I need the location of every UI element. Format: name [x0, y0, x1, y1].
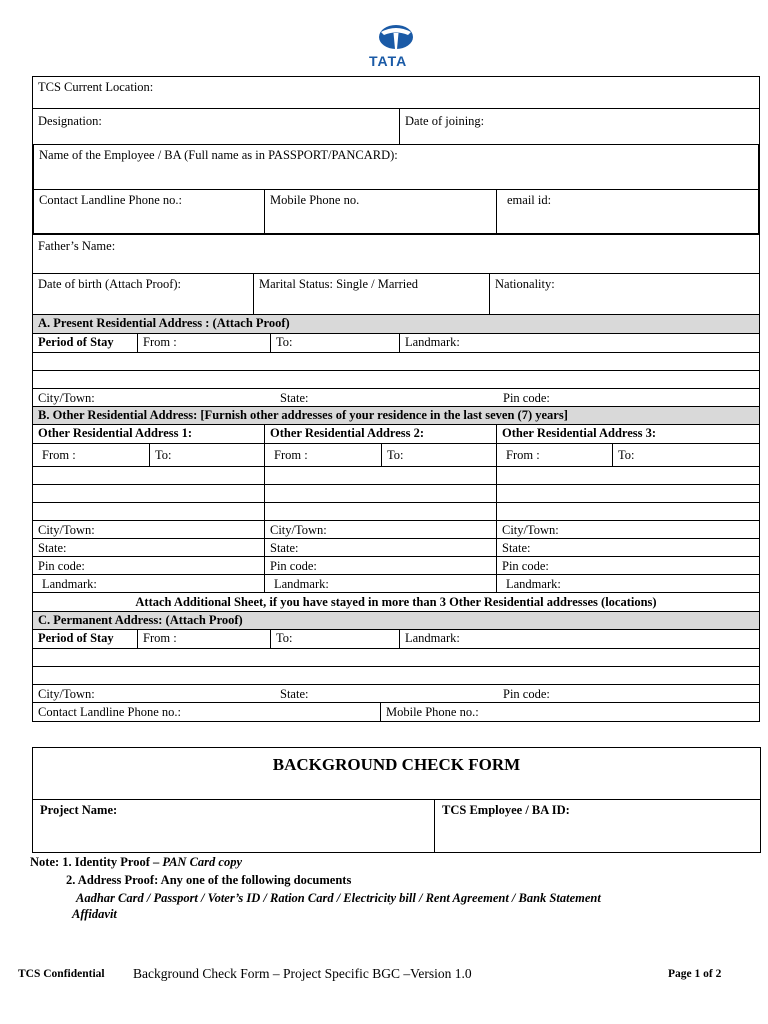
footer-confidential: TCS Confidential	[18, 968, 105, 980]
dob-row	[32, 274, 760, 315]
current-location-row	[32, 76, 760, 109]
notes	[30, 853, 601, 923]
other-address-1-from[interactable]: From :	[42, 448, 76, 462]
other-address-1-line-1[interactable]	[33, 467, 264, 484]
father-name-field[interactable]: Father’s Name:	[38, 239, 116, 253]
other-address-1-city[interactable]: City/Town:	[38, 523, 95, 537]
section-a-state-field[interactable]: State:	[280, 391, 309, 405]
section-c-state-field[interactable]: State:	[280, 687, 309, 701]
section-a-heading: A. Present Residential Address : (Attach Proof)	[33, 315, 759, 333]
other-address-2-line-1[interactable]	[264, 467, 496, 484]
section-c-header-row	[32, 612, 760, 630]
other-address-2-line-3[interactable]	[264, 503, 496, 520]
tata-emblem-icon	[364, 22, 428, 56]
other-address-3-line-3[interactable]	[496, 503, 759, 520]
other-address-2-landmark[interactable]: Landmark:	[264, 575, 496, 592]
note-identity-doc: PAN Card copy	[162, 855, 243, 869]
nationality-field[interactable]: Nationality:	[489, 274, 759, 314]
section-c-period-label: Period of Stay	[38, 631, 114, 645]
section-a-from-field[interactable]: From :	[137, 334, 270, 352]
date-of-joining-field[interactable]: Date of joining:	[399, 109, 759, 144]
section-c-pin-field[interactable]: Pin code:	[503, 687, 550, 701]
section-b-city-row	[32, 521, 760, 539]
other-address-1-line-2[interactable]	[33, 485, 264, 502]
section-c-landline-field[interactable]: Contact Landline Phone no.:	[38, 705, 182, 719]
other-address-2-to[interactable]: To:	[381, 444, 496, 466]
section-b-titles-row	[32, 425, 760, 444]
employee-name-field[interactable]: Name of the Employee / BA (Full name as in PASSPORT/PANCARD):	[39, 148, 398, 162]
section-b-address-line-3	[32, 503, 760, 521]
section-a-address-line-2[interactable]	[32, 371, 760, 389]
tata-logo	[364, 22, 428, 74]
project-name-field[interactable]: Project Name:	[33, 800, 435, 852]
section-a-period-row	[32, 334, 760, 353]
section-b-address-line-1	[32, 467, 760, 485]
section-c-heading: C. Permanent Address: (Attach Proof)	[33, 612, 759, 629]
section-b-address-line-2	[32, 485, 760, 503]
current-location-field[interactable]: TCS Current Location:	[38, 80, 154, 94]
section-b-landmark-row	[32, 575, 760, 593]
section-a-landmark-field[interactable]: Landmark:	[399, 334, 759, 352]
designation-field[interactable]: Designation:	[38, 114, 102, 128]
note-address-proof: 2. Address Proof: Any one of the following documents	[66, 873, 352, 887]
other-address-1-title: Other Residential Address 1:	[38, 426, 193, 440]
section-a-period-label: Period of Stay	[38, 335, 114, 349]
footer-doc-title: Background Check Form – Project Specific BGC –Version 1.0	[133, 966, 472, 981]
section-c-contact-row	[32, 703, 760, 722]
note-affidavit: Affidavit	[72, 907, 117, 921]
other-address-1-pin[interactable]: Pin code:	[38, 559, 85, 573]
background-check-box	[32, 747, 761, 853]
email-field[interactable]: email id:	[496, 190, 758, 233]
other-address-2-state[interactable]: State:	[264, 539, 496, 556]
dob-field[interactable]: Date of birth (Attach Proof):	[38, 277, 182, 291]
section-c-period-row	[32, 630, 760, 649]
employee-details-form	[32, 76, 760, 722]
employee-name-row	[32, 145, 760, 190]
section-c-city-field[interactable]: City/Town:	[38, 687, 95, 701]
other-address-3-line-1[interactable]	[496, 467, 759, 484]
section-c-landmark-field[interactable]: Landmark:	[399, 630, 759, 648]
note-address-docs: Aadhar Card / Passport / Voter’s ID / Ration Card / Electricity bill / Rent Agreement / Bank Statement	[76, 891, 601, 905]
section-c-mobile-field[interactable]: Mobile Phone no.:	[380, 703, 759, 721]
other-address-3-to[interactable]: To:	[612, 444, 759, 466]
section-a-pin-field[interactable]: Pin code:	[503, 391, 550, 405]
mobile-field[interactable]: Mobile Phone no.	[264, 190, 496, 233]
contact-landline-field[interactable]: Contact Landline Phone no.:	[39, 193, 183, 207]
section-a-city-field[interactable]: City/Town:	[38, 391, 95, 405]
note-identity-label: Note: 1. Identity Proof –	[30, 855, 163, 869]
project-row	[33, 800, 760, 852]
other-address-2-from[interactable]: From :	[264, 444, 381, 466]
other-address-3-city[interactable]: City/Town:	[496, 521, 759, 538]
section-c-city-row	[32, 685, 760, 703]
other-address-3-from[interactable]: From :	[496, 444, 612, 466]
section-a-city-row	[32, 389, 760, 407]
other-address-3-state[interactable]: State:	[496, 539, 759, 556]
section-c-address-line-2[interactable]	[32, 667, 760, 685]
other-address-2-pin[interactable]: Pin code:	[264, 557, 496, 574]
other-address-2-line-2[interactable]	[264, 485, 496, 502]
other-address-2-title: Other Residential Address 2:	[264, 425, 496, 443]
other-address-1-line-3[interactable]	[33, 503, 264, 520]
employee-id-field[interactable]: TCS Employee / BA ID:	[442, 803, 570, 817]
footer-page-number: Page 1 of 2	[668, 968, 722, 980]
other-address-3-title: Other Residential Address 3:	[496, 425, 759, 443]
other-address-1-to[interactable]: To:	[149, 444, 264, 466]
attach-sheet-note: Attach Additional Sheet, if you have stayed in more than 3 Other Residential addresses (locations)	[135, 595, 657, 609]
tata-wordmark: TATA	[369, 53, 408, 69]
section-c-to-field[interactable]: To:	[270, 630, 399, 648]
section-c-from-field[interactable]: From :	[137, 630, 270, 648]
other-address-2-city[interactable]: City/Town:	[264, 521, 496, 538]
other-address-1-state[interactable]: State:	[38, 541, 67, 555]
section-b-pin-row	[32, 557, 760, 575]
section-b-heading: B. Other Residential Address: [Furnish other addresses of your residence in the last seven (7) years]	[33, 407, 759, 424]
attach-sheet-row	[32, 593, 760, 612]
other-address-3-line-2[interactable]	[496, 485, 759, 502]
background-check-title: BACKGROUND CHECK FORM	[33, 748, 760, 800]
section-a-header-row	[32, 315, 760, 334]
other-address-1-landmark[interactable]: Landmark:	[42, 577, 97, 591]
father-name-row	[32, 235, 760, 274]
section-b-header-row	[32, 407, 760, 425]
other-address-3-landmark[interactable]: Landmark:	[496, 575, 759, 592]
designation-row	[32, 109, 760, 145]
marital-status-field[interactable]: Marital Status: Single / Married	[253, 274, 489, 314]
section-b-state-row	[32, 539, 760, 557]
section-a-to-field[interactable]: To:	[270, 334, 399, 352]
section-c-address-line-1[interactable]	[32, 649, 760, 667]
contact-row	[32, 190, 760, 235]
section-b-from-to-row	[32, 444, 760, 467]
other-address-3-pin[interactable]: Pin code:	[496, 557, 759, 574]
note-identity-proof	[30, 853, 601, 871]
section-a-address-line-1[interactable]	[32, 353, 760, 371]
